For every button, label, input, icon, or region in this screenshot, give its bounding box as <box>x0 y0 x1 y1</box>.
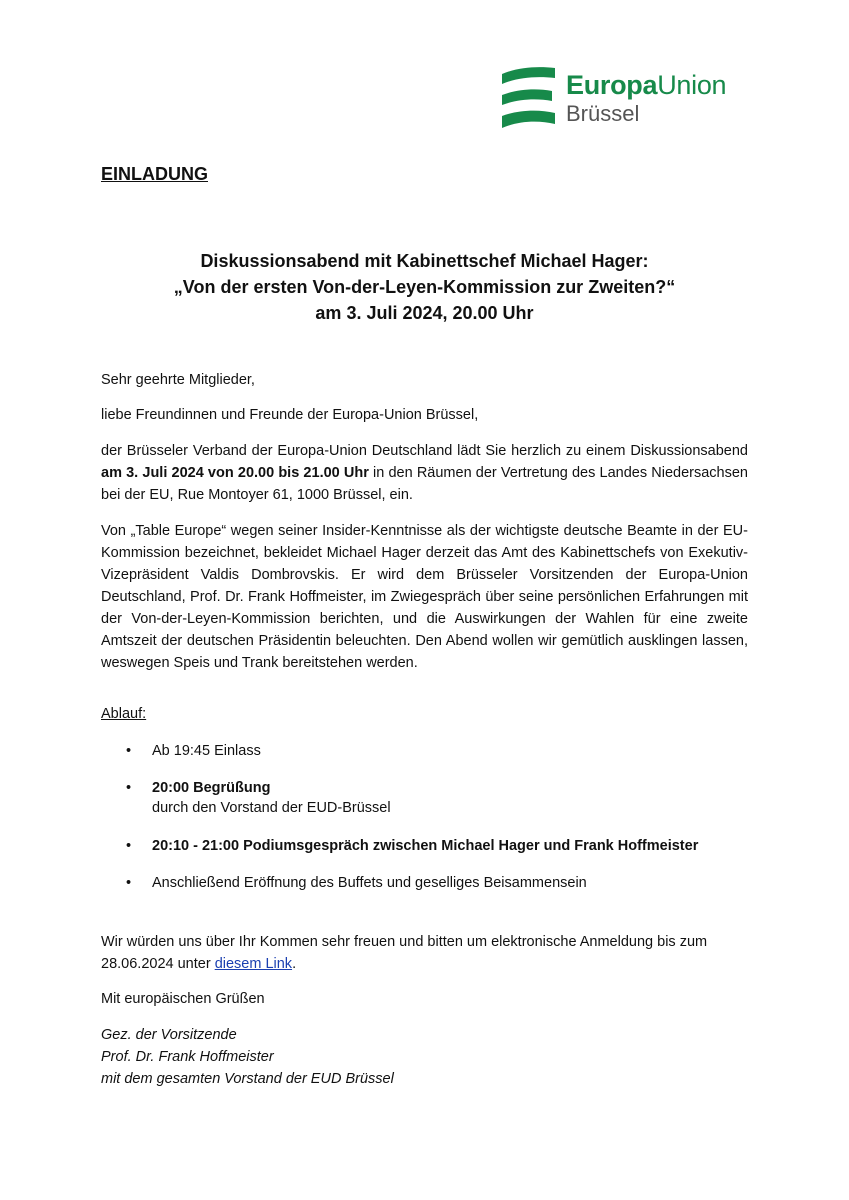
signature-block <box>101 1024 394 1090</box>
signature-line-2: Prof. Dr. Frank Hoffmeister <box>101 1049 274 1065</box>
registration-link[interactable]: diesem Link <box>214 956 293 972</box>
closing: Mit europäischen Grüßen <box>101 991 265 1007</box>
event-title-line-2: „Von der ersten Von-der-Leyen-Kommission zur Zweiten?“ <box>173 277 676 297</box>
bullet: • <box>126 875 132 891</box>
logo-wordmark <box>566 72 726 125</box>
event-title <box>60 248 789 326</box>
schedule-item-welcome: • 20:00 Begrüßung durch den Vorstand der EUD-Brüssel <box>126 780 391 816</box>
logo-city: Brüssel <box>566 101 640 126</box>
schedule-label: Ablauf: <box>101 706 147 722</box>
bullet: • <box>126 838 132 854</box>
event-date-time: am 3. Juli 2024 von 20.00 bis 21.00 Uhr <box>101 465 369 481</box>
registration-paragraph: Wir würden uns über Ihr Kommen sehr freuen und bitten um elektronische Anmeldung bis zum 28.06.2024 unter diesem Link. <box>101 934 708 972</box>
schedule-list <box>101 741 781 910</box>
greeting: liebe Freundinnen und Freunde der Europa-Union Brüssel, <box>101 407 479 423</box>
invitation-paragraph: der Brüsseler Verband der Europa-Union Deutschland lädt Sie herzlich zu einem Diskussionsabend am 3. Juli 2024 von 20.00 bis 21.00 Uhr in den Räumen der Vertretung des Landes Niedersachsen bei der EU, Rue Montoyer 61, 1000 Brüssel, ein. <box>101 443 748 503</box>
signature-line-3: mit dem gesamten Vorstand der EUD Brüssel <box>101 1071 394 1087</box>
event-title-line-3: am 3. Juli 2024, 20.00 Uhr <box>315 303 534 323</box>
schedule-item-panel: • 20:10 - 21:00 Podiumsgespräch zwischen Michael Hager und Frank Hoffmeister <box>126 838 699 854</box>
salutation: Sehr geehrte Mitglieder, <box>101 372 255 388</box>
logo-name: EuropaUnion <box>566 70 727 100</box>
speaker-paragraph: Von „Table Europe“ wegen seiner Insider-Kenntnisse als der wichtigste deutsche Beamte in der EU-Kommission bezeichnet, bekleidet Michael Hager derzeit das Amt des Kabinettschefs von Exekutiv-Vizepräsident Valdis Dombrovskis. Er wird dem Brüsseler Vorsitzenden der Europa-Union Deutschland, Prof. Dr. Frank Hoffmeister, im Zwiegespräch über seine persönlichen Erfahrungen mit der Von-der-Leyen-Kommission berichten, und die Auswirkungen der Wahlen für eine zweite Amtszeit der deutschen Präsidentin beleuchten. Den Abend wollen wir gemütlich ausklingen lassen, weswegen Speis und Trank bereitstehen werden. <box>101 523 748 671</box>
europa-union-e-mark-icon <box>500 64 560 134</box>
invitation-heading: EINLADUNG <box>101 164 208 184</box>
schedule-item-entry: • Ab 19:45 Einlass <box>126 743 261 759</box>
schedule-item-buffet: • Anschließend Eröffnung des Buffets und geselliges Beisammensein <box>126 875 587 891</box>
event-title-line-1: Diskussionsabend mit Kabinettschef Michael Hager: <box>200 251 649 271</box>
bullet: • <box>126 743 132 759</box>
signature-line-1: Gez. der Vorsitzende <box>101 1027 237 1043</box>
bullet: • <box>126 780 132 796</box>
europa-union-logo <box>500 64 740 134</box>
